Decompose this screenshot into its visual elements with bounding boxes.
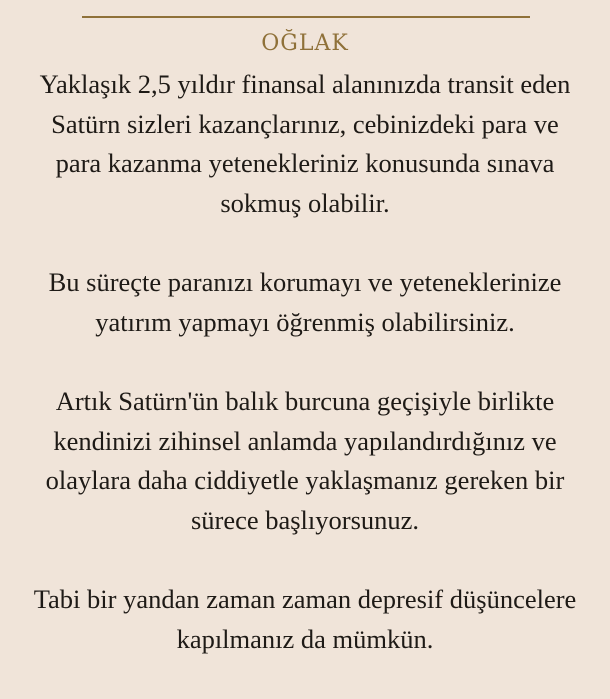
top-divider [82,16,530,18]
text-line: para kazanma yetenekleriniz konusunda sınava [55,148,555,178]
paragraph-2 [0,263,610,342]
text-line: Tabi bir yandan zaman zaman depresif düşüncelere [33,584,577,614]
text-line: yatırım yapmayı öğrenmiş olabilirsiniz. [95,306,515,337]
paragraph-3 [0,382,610,540]
sign-title: OĞLAK [261,31,349,56]
text-line: Satürn sizleri kazançlarınız, cebinizdeki para ve [51,108,559,139]
text-line: Bu süreçte paranızı korumayı ve yeteneklerinize [48,267,562,297]
text-line: kapılmanız da mümkün. [176,623,434,654]
horoscope-text [0,65,610,699]
text-line: olaylara daha ciddiyetle yaklaşmanız gereken bir [45,465,565,495]
text-line: Yaklaşık 2,5 yıldır finansal alanınızda transit eden [39,69,571,99]
paragraph-1 [0,65,610,223]
text-line: Artık Satürn'ün balık burcuna geçişiyle birlikte [55,386,555,416]
text-line: kendinizi zihinsel anlamda yapılandırdığınız ve [53,425,557,456]
text-line: sokmuş olabilir. [220,187,390,218]
paragraph-4 [0,580,610,659]
text-line: sürece başlıyorsunuz. [190,504,420,535]
